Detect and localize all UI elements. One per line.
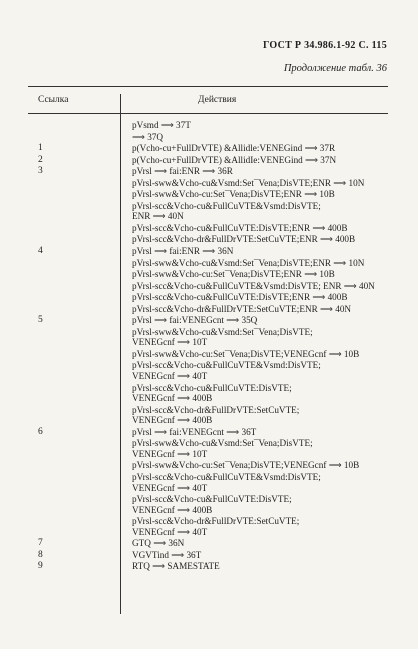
implies-arrow-icon: ⟹ xyxy=(154,247,168,258)
implies-arrow-icon: ⟹ xyxy=(304,270,318,281)
row-ref: 9 xyxy=(38,561,43,572)
implies-arrow-icon: ⟹ xyxy=(226,427,240,438)
implies-arrow-icon: ⟹ xyxy=(328,461,342,472)
action-line: RTQ ⟹ SAMESTATE xyxy=(132,561,220,573)
action-line: VENEGcnf ⟹ 40T xyxy=(132,371,208,383)
row-ref: 8 xyxy=(38,549,43,560)
action-line: pVrsl-scc&Vcho-cu&FullCuVTE:DisVTE;ENR ⟹ 400B xyxy=(132,222,348,234)
implies-arrow-icon: ⟹ xyxy=(304,190,318,201)
action-line: pVrsl-scc&Vcho-cu&FullCuVTE:DisVTE; xyxy=(132,494,292,505)
action-line: pVrsl-sww&Vcho-cu:Set¯Vena;DisVTE;VENEGcnf ⟹ 10B xyxy=(132,348,360,360)
table-row xyxy=(28,427,388,538)
action-line: GTQ ⟹ 36N xyxy=(132,538,185,550)
table-row xyxy=(28,120,388,143)
table-row xyxy=(28,155,388,167)
action-line: pVrsl-scc&Vcho-cu&FullCuVTE&Vsmd:DisVTE; xyxy=(132,471,321,482)
implies-arrow-icon: ⟹ xyxy=(226,316,240,327)
action-line: pVrsl ⟹ fai:ENR ⟹ 36R xyxy=(132,166,233,178)
implies-arrow-icon: ⟹ xyxy=(343,281,357,292)
action-line: pVrsl-scc&Vcho-dr&FullDrVTE:SetCuVTE; xyxy=(132,404,300,415)
action-line: pVrsl ⟹ fai:ENR ⟹ 36N xyxy=(132,246,234,258)
implies-arrow-icon: ⟹ xyxy=(160,121,174,131)
implies-arrow-icon: ⟹ xyxy=(328,349,342,360)
implies-arrow-icon: ⟹ xyxy=(154,316,168,327)
implies-arrow-icon: ⟹ xyxy=(177,372,191,383)
action-line: VENEGcnf ⟹ 10T xyxy=(132,448,208,460)
table-row xyxy=(28,166,388,246)
action-line: pVrsl-sww&Vcho-cu:Set¯Vena;DisVTE;ENR ⟹ 10B xyxy=(132,269,335,281)
implies-arrow-icon: ⟹ xyxy=(312,223,326,234)
action-line: pVrsl-scc&Vcho-dr&FullDrVTE:SetCuVTE;ENR ⟹ 400B xyxy=(132,234,356,246)
implies-arrow-icon: ⟹ xyxy=(333,178,347,189)
implies-arrow-icon: ⟹ xyxy=(304,144,318,155)
implies-arrow-icon: ⟹ xyxy=(320,304,333,315)
action-line: p(Vcho-cu+FullDrVTE) &Allidle:VENEGind ⟹ 37R xyxy=(132,143,336,155)
action-line: pVrsl-scc&Vcho-cu&FullCuVTE&Vsmd:DisVTE; xyxy=(132,360,321,371)
table-continuation-caption: Продолжение табл. 36 xyxy=(283,63,387,74)
column-divider xyxy=(120,94,121,614)
table-header xyxy=(28,86,388,114)
row-actions xyxy=(120,120,388,143)
implies-arrow-icon: ⟹ xyxy=(154,427,168,438)
row-actions xyxy=(120,550,388,562)
table-row xyxy=(28,246,388,315)
implies-arrow-icon: ⟹ xyxy=(177,394,191,405)
row-actions xyxy=(120,155,388,167)
implies-arrow-icon: ⟹ xyxy=(132,132,145,143)
action-line: pVsmd ⟹ 37T xyxy=(132,120,191,131)
row-actions xyxy=(120,427,388,538)
table-row xyxy=(28,550,388,562)
row-actions xyxy=(120,246,388,315)
action-line: pVrsl-scc&Vcho-cu&FullCuVTE&Vsmd:DisVTE; xyxy=(132,200,321,211)
row-actions xyxy=(120,315,388,426)
action-line: ENR ⟹ 40N xyxy=(132,211,184,223)
action-line: pVrsl-sww&Vcho-cu&Vsmd:Set¯Vena;DisVTE;ENR ⟹ 10N xyxy=(132,257,365,269)
action-line: pVrsl-sww&Vcho-cu&Vsmd:Set¯Vena;DisVTE; xyxy=(132,326,313,337)
implies-arrow-icon: ⟹ xyxy=(202,167,216,178)
implies-arrow-icon: ⟹ xyxy=(152,562,166,573)
implies-arrow-icon: ⟹ xyxy=(171,550,185,561)
row-actions xyxy=(120,561,388,573)
implies-arrow-icon: ⟹ xyxy=(152,212,166,223)
action-line: VENEGcnf ⟹ 40T xyxy=(132,482,208,494)
implies-arrow-icon: ⟹ xyxy=(305,155,318,166)
action-line: pVrsl-scc&Vcho-cu&FullCuVTE:DisVTE;ENR ⟹ 400B xyxy=(132,292,348,304)
action-line: p(Vcho-cu+FullDrVTE) &AllidIe:VENEGind ⟹ 37N xyxy=(132,154,337,166)
row-ref: 2 xyxy=(38,154,43,165)
action-line: pVrsl ⟹ fai:VENEGcnt ⟹ 36T xyxy=(132,426,257,438)
implies-arrow-icon: ⟹ xyxy=(177,449,191,460)
row-actions xyxy=(120,143,388,155)
implies-arrow-icon: ⟹ xyxy=(177,416,191,427)
action-line: pVrsl-sww&Vcho-cu:Set¯Vena;DisVTE;VENEGcnf ⟹ 10B xyxy=(132,460,360,472)
implies-arrow-icon: ⟹ xyxy=(154,167,168,178)
row-ref: 4 xyxy=(38,246,43,257)
action-line: pVrsl-sww&Vcho-cu:Set¯Vena;DisVTE;ENR ⟹ 10B xyxy=(132,189,335,201)
implies-arrow-icon: ⟹ xyxy=(333,258,347,269)
action-line: pVrsl-scc&Vcho-dr&FullDrVTE:SetCuVTE; xyxy=(132,516,300,527)
actions-table xyxy=(28,86,388,573)
implies-arrow-icon: ⟹ xyxy=(177,505,191,516)
action-line: pVrsl ⟹ fai:VENEGcnt ⟹ 35Q xyxy=(132,315,258,327)
action-line: pVrsl-scc&Vcho-cu&FullCuVTE&Vsmd:DisVTE; ENR ⟹ 40N xyxy=(132,280,375,292)
action-line: VGVTind ⟹ 36T xyxy=(132,549,202,561)
table-row xyxy=(28,315,388,426)
action-line: pVrsl-sww&Vcho-cu&Vsmd:Set¯Vena;DisVTE; xyxy=(132,438,313,449)
action-line: pVrsl-sww&Vcho-cu&Vsmd:Set¯Vena;DisVTE;ENR ⟹ 10N xyxy=(132,177,365,189)
action-line: VENEGcnf ⟹ 40T xyxy=(132,526,208,538)
action-line: VENEGcnf ⟹ 10T xyxy=(132,337,208,349)
action-line: pVrsl-scc&Vcho-cu&FullCuVTE:DisVTE; xyxy=(132,382,292,393)
row-ref: 6 xyxy=(38,426,43,437)
page-header: ГОСТ Р 34.986.1-92 С. 115 xyxy=(262,40,387,51)
table-row xyxy=(28,143,388,155)
action-line: VENEGcnf ⟹ 400B xyxy=(132,504,213,516)
implies-arrow-icon: ⟹ xyxy=(153,539,167,550)
table-body xyxy=(28,120,388,573)
row-actions xyxy=(120,166,388,246)
action-line: pVrsl-scc&Vcho-dr&FullDrVTE:SetCuVTE;ENR ⟹ 40N xyxy=(132,303,352,315)
column-header-ref: Ссылка xyxy=(38,95,69,105)
row-ref: 1 xyxy=(38,143,43,154)
column-header-actions: Действия xyxy=(198,95,237,105)
implies-arrow-icon: ⟹ xyxy=(177,483,191,494)
implies-arrow-icon: ⟹ xyxy=(202,247,216,258)
implies-arrow-icon: ⟹ xyxy=(177,527,191,538)
action-line: ⟹ 37Q xyxy=(132,131,164,143)
implies-arrow-icon: ⟹ xyxy=(312,293,326,304)
table-row xyxy=(28,538,388,550)
action-line: VENEGcnf ⟹ 400B xyxy=(132,415,213,427)
implies-arrow-icon: ⟹ xyxy=(177,338,191,349)
row-ref: 7 xyxy=(38,538,43,549)
table-row xyxy=(28,561,388,573)
row-ref: 5 xyxy=(38,315,43,326)
row-actions xyxy=(120,538,388,550)
implies-arrow-icon: ⟹ xyxy=(320,235,333,246)
row-ref: 3 xyxy=(38,166,43,177)
action-line: VENEGcnf ⟹ 400B xyxy=(132,393,213,405)
